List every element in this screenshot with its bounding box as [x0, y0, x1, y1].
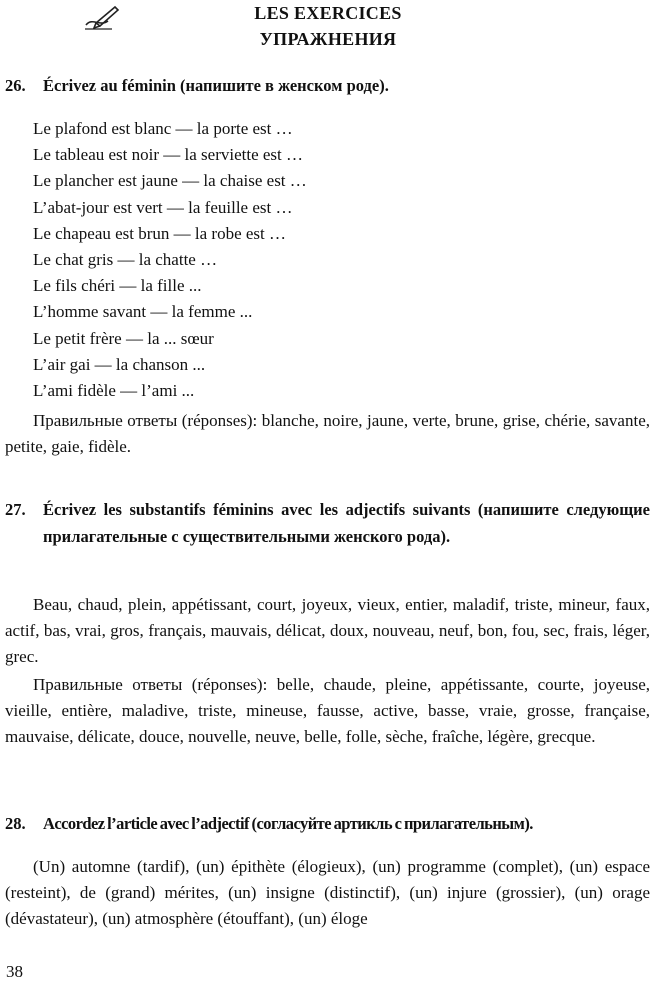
- exercise-line: L’abat-jour est vert — la feuille est …: [33, 197, 293, 217]
- exercise-27-words: Beau, chaud, plein, appétissant, court, joyeux, vieux, entier, maladif, triste, mineur, faux, actif, bas, vrai, gros, français, mauvais, délicat, doux, nouveau, neuf, bon, fou, sec, frais, léger, grec.: [5, 595, 650, 667]
- exercise-line: Le plafond est blanc — la porte est …: [33, 119, 293, 138]
- header-title-ru: УПРАЖНЕНИЯ: [259, 29, 397, 49]
- exercise-number: 28.: [5, 814, 26, 833]
- exercise-title: Accordez l’article avec l’adjectif (согласуйте артикль с прилагательным).: [43, 814, 533, 833]
- exercise-title: Écrivez au féminin (напишите в женском роде).: [43, 76, 389, 95]
- exercise-26-lines: [33, 116, 307, 404]
- exercise-number: 26.: [5, 76, 26, 95]
- exercise-line: Le plancher est jaune — la chaise est …: [33, 171, 307, 191]
- exercise-line: Le petit frère — la ... sœur: [33, 328, 214, 348]
- exercise-number: 27.: [5, 500, 26, 519]
- exercise-26-heading: [5, 73, 650, 100]
- exercise-line: Le chat gris — la chatte …: [33, 250, 218, 270]
- exercise-line: Le chapeau est brun — la robe est …: [33, 223, 287, 243]
- exercise-27-heading: [5, 497, 650, 550]
- exercise-26-answers: Правильные ответы (réponses): blanche, noire, jaune, verte, brune, grise, chérie, savante, petite, gaie, fidèle.: [5, 411, 650, 457]
- page-number: 38: [6, 962, 23, 981]
- exercise-title: Écrivez les substantifs féminins avec les adjectifs suivants (напишите следующие прилагательные с существительными женского рода).: [43, 500, 650, 546]
- exercise-line: L’ami fidèle — l’ami ...: [33, 381, 195, 401]
- header-title-fr: LES EXERCICES: [254, 3, 402, 23]
- exercise-line: Le tableau est noir — la serviette est …: [33, 145, 304, 165]
- exercise-line: L’homme savant — la femme ...: [33, 302, 253, 322]
- exercise-line: Le fils chéri — la fille ...: [33, 276, 202, 296]
- exercise-28-heading: [5, 811, 650, 838]
- exercise-27-answers: Правильные ответы (réponses): belle, chaude, pleine, appétissante, courte, joyeuse, vieille, entière, maladive, triste, mineuse, fausse, active, basse, vraie, grosse, française, mauvaise, délicate, douce, nouvelle, neuve, belle, folle, sèche, fraîche, légère, grecque.: [5, 675, 650, 747]
- exercise-line: L’air gai — la chanson ...: [33, 354, 206, 374]
- exercise-28-text: (Un) automne (tardif), (un) épithète (élogieux), (un) programme (complet), (un) espace (resteint), de (grand) mérites, (un) insigne (distinctif), (un) injure (grossier), (un) orage (dévastateur), (un) atmosphère (étouffant), (un) éloge: [5, 857, 650, 929]
- page-header: [0, 0, 656, 52]
